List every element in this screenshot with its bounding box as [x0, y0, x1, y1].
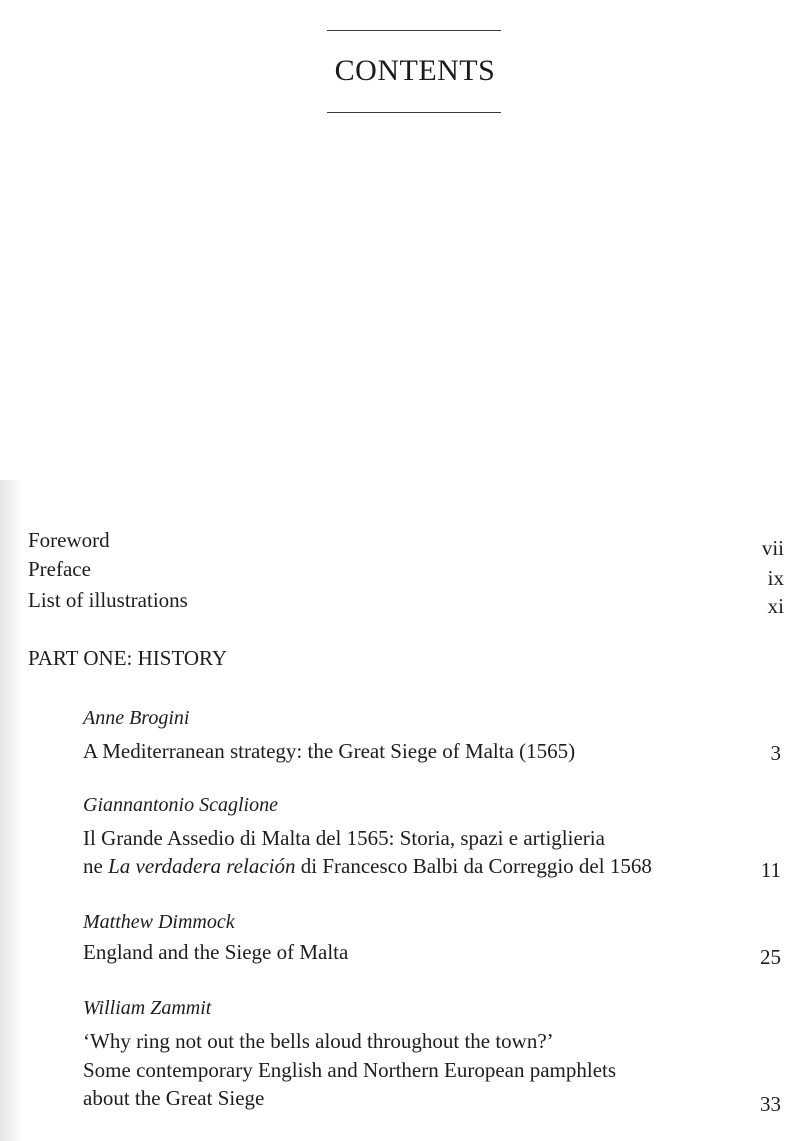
- entry-4-page: 33: [760, 1092, 781, 1116]
- page-edge-shadow: [0, 480, 24, 1141]
- toc-foreword-page: vii: [761, 536, 784, 560]
- entry-3-page: 25: [760, 945, 781, 969]
- toc-preface-page: ix: [767, 566, 784, 590]
- entry-2-title-suffix: di Francesco Balbi da Correggio del 1568: [295, 854, 652, 878]
- entry-4-title-line-1: ‘Why ring not out the bells aloud throughout the town?’: [83, 1029, 554, 1053]
- entry-1-author: Anne Brogini: [83, 707, 190, 729]
- toc-illustrations-page: xi: [767, 594, 784, 618]
- entry-3-author: Matthew Dimmock: [83, 911, 235, 933]
- entry-2-title-prefix: ne: [83, 854, 109, 878]
- entry-3-title: England and the Siege of Malta: [83, 940, 349, 964]
- entry-2-page: 11: [760, 858, 781, 882]
- entry-2-title-italic: La verdadera relación: [108, 854, 296, 878]
- entry-2-title-line-2: [83, 854, 652, 879]
- toc-illustrations-label: List of illustrations: [28, 588, 188, 612]
- part-one-heading: PART ONE: HISTORY: [28, 646, 228, 670]
- entry-4-title-line-3: about the Great Siege: [83, 1086, 265, 1110]
- page-title: CONTENTS: [334, 54, 496, 87]
- toc-foreword-label: Foreword: [28, 528, 110, 552]
- toc-preface-label: Preface: [28, 557, 91, 581]
- entry-2-author: Giannantonio Scaglione: [83, 794, 278, 816]
- title-rule-bottom: [327, 112, 501, 113]
- entry-4-author: William Zammit: [83, 997, 212, 1019]
- entry-4-title-line-2: Some contemporary English and Northern European pamphlets: [83, 1058, 617, 1082]
- entry-1-title: A Mediterranean strategy: the Great Siege of Malta (1565): [83, 739, 576, 763]
- title-rule-top: [327, 30, 501, 31]
- entry-1-page: 3: [770, 741, 781, 765]
- entry-2-title-line-1: Il Grande Assedio di Malta del 1565: Storia, spazi e artiglieria: [83, 826, 605, 850]
